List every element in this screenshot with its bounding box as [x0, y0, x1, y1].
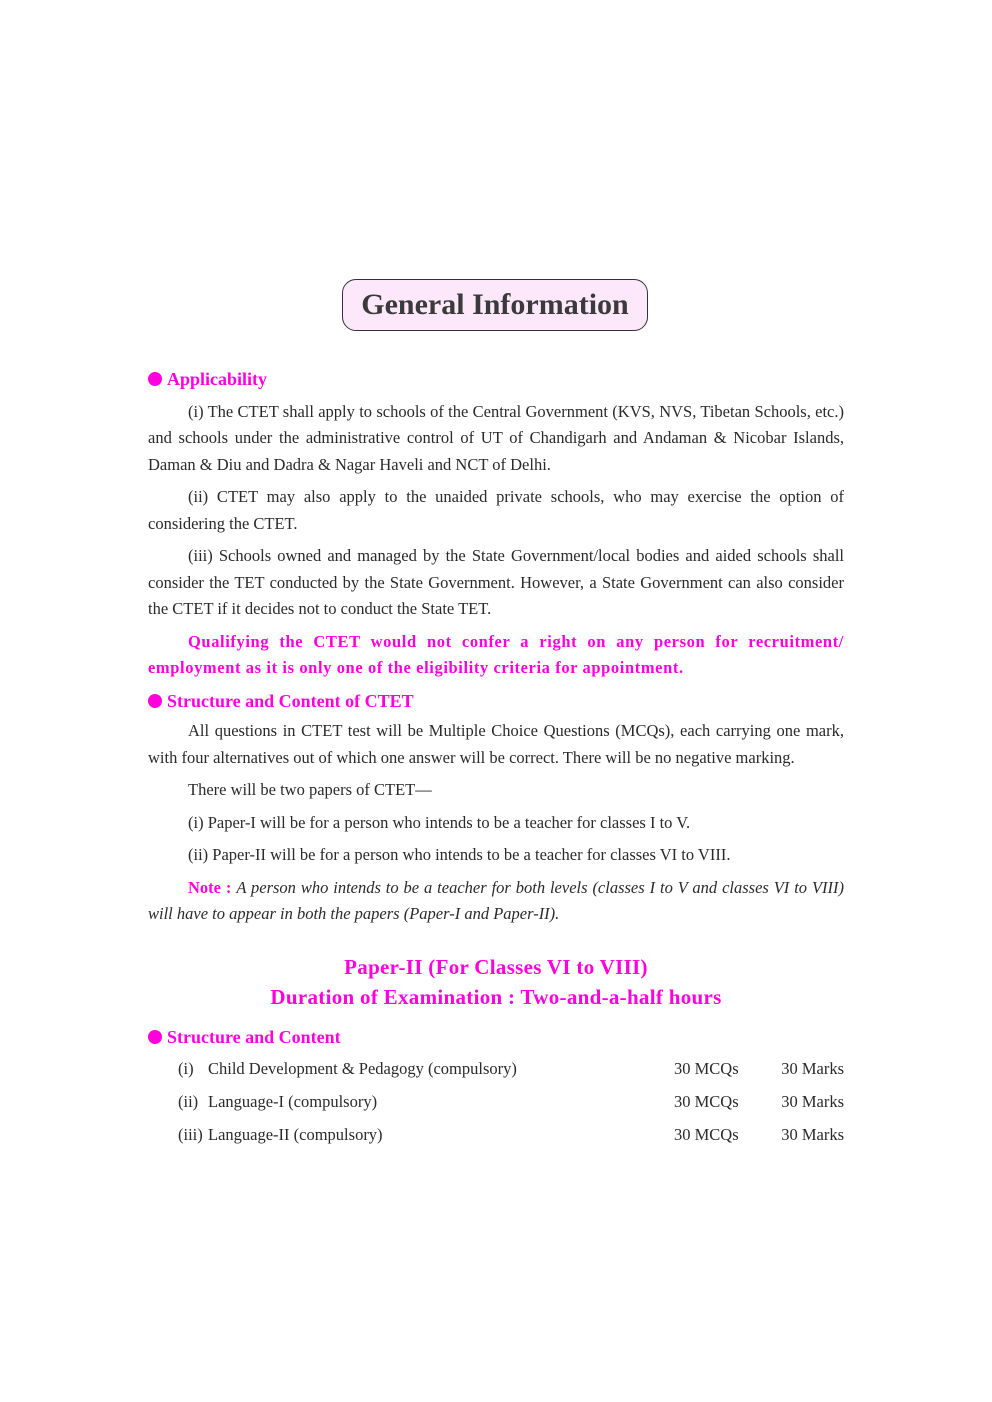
heading-text: Structure and Content of CTET	[167, 690, 414, 711]
table-row	[148, 1056, 844, 1089]
paper2-duration: Duration of Examination : Two-and-a-half hours	[270, 984, 722, 1009]
note-paragraph	[148, 875, 844, 928]
row-number: (iii)	[178, 1125, 203, 1144]
paper2-heading: Paper-II (For Classes VI to VIII)	[344, 954, 648, 979]
row-mcqs: 30 MCQs	[674, 1092, 739, 1111]
paragraph: (i) Paper-I will be for a person who intends to be a teacher for classes I to V.	[188, 812, 691, 832]
bullet-icon	[148, 372, 162, 386]
paragraph: There will be two papers of CTET—	[188, 780, 432, 799]
bullet-icon	[148, 694, 162, 708]
row-subject: Child Development & Pedagogy (compulsory)	[208, 1059, 517, 1078]
bullet-icon	[148, 1030, 162, 1044]
row-mcqs: 30 MCQs	[674, 1125, 739, 1144]
row-number: (ii)	[178, 1092, 199, 1111]
section-heading-applicability	[148, 366, 844, 393]
note-label: Note :	[188, 877, 232, 897]
document-body	[148, 366, 844, 1155]
row-number: (i)	[178, 1059, 194, 1078]
row-mcqs: 30 MCQs	[674, 1059, 739, 1078]
table-row	[148, 1089, 844, 1122]
paragraph: All questions in CTET test will be Multiple Choice Questions (MCQs), each carrying one mark, with four alternatives out of which one answer will be correct. There will be no negative marking.	[148, 721, 844, 767]
section-heading-structure	[148, 688, 844, 715]
section-heading-content	[148, 1024, 844, 1051]
paragraph: (ii) CTET may also apply to the unaided private schools, who may exercise the option of considering the CTET.	[148, 487, 844, 533]
paragraph: (iii) Schools owned and managed by the State Government/local bodies and aided schools shall consider the TET conducted by the State Government. However, a State Government can also consider the CTET if it decides not to conduct the State TET.	[148, 546, 844, 618]
row-marks: 30 Marks	[781, 1059, 844, 1078]
note-text: A person who intends to be a teacher for both levels (classes I to V and classes VI to VIII) will have to appear in both the papers (Paper-I and Paper-II).	[148, 877, 845, 923]
paragraph: (ii) Paper-II will be for a person who intends to be a teacher for classes VI to VIII.	[188, 845, 731, 864]
row-subject: Language-II (compulsory)	[208, 1125, 383, 1144]
paragraph: (i) The CTET shall apply to schools of the Central Government (KVS, NVS, Tibetan Schools, etc.) and schools under the administrative control of UT of Chandigarh and Andaman & Nicobar Islands, Daman & Diu and Dadra & Nagar Haveli and NCT of Delhi.	[148, 401, 844, 474]
row-marks: 30 Marks	[781, 1125, 844, 1144]
table-row	[148, 1122, 844, 1155]
page-title: General Information	[342, 279, 648, 331]
heading-text: Applicability	[167, 369, 268, 389]
highlight-paragraph: Qualifying the CTET would not confer a right on any person for recruitment/ employment as it is only one of the eligibility criteria for appointment.	[148, 631, 844, 677]
row-marks: 30 Marks	[781, 1092, 844, 1111]
row-subject: Language-I (compulsory)	[208, 1092, 378, 1111]
heading-text: Structure and Content	[167, 1026, 341, 1047]
